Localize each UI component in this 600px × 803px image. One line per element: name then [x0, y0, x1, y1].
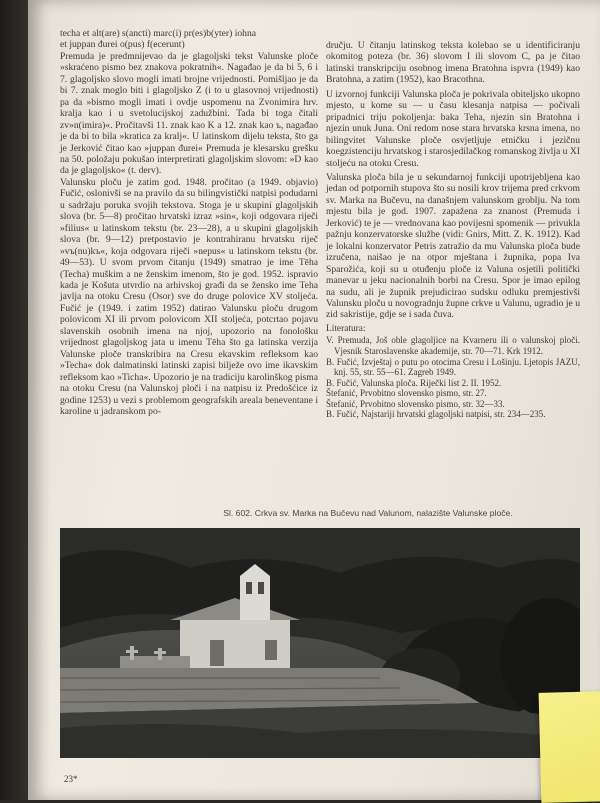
- right-text-column: [326, 40, 580, 420]
- figure-caption: Sl. 602. Crkva sv. Marka na Bučevu nad Valunom, nalazište Valunske ploče.: [223, 508, 513, 518]
- church-photo-illustration: [60, 528, 580, 758]
- left-text-column: [60, 28, 318, 417]
- book-page: [28, 0, 600, 800]
- paragraph-original-function: U izvornoj funkciji Valunska ploča je pokrivala obiteljsko ukopno mjesto, u kome su — u času klesanja natpisa — počivali pripadnici triju pokoljenja: baka Teha, njezin sin Bratohna i njezin unuk Juna. Oni redom nose stara hrvatska krsna imena, no bilingvitet Valunske ploče osvjetljuje etničku i jezičnu koegzistenciju hrvatskog i starosjedilačkog romanskog življa u XI stoljeću na otoku Cresu.: [326, 88, 580, 169]
- sticky-note: [539, 691, 600, 803]
- literature-item: Štefanić, Prvobitno slovensko pismo, str. 27.: [326, 388, 487, 399]
- literature-item: B. Fučić, Izvještaj o putu po otocima Cresu i Lošinju. Ljetopis JAZU, knj. 55, str. 55—61. Zagreb 1949.: [326, 356, 580, 378]
- inscription-line-2: et juppan đurei o(pus) f(ecerunt): [60, 39, 185, 51]
- paragraph-continuation: dručju. U čitanju latinskog teksta kolebao se u identificiranju okomitog poteza (br. 36) slovom I ili slovom C, pa je čitao latinski transkripciju osobnog imena Bratohna ispvra (1949) kao Bratohna, a zatim (1952), kao Bracothna.: [326, 40, 580, 86]
- page-number-left: 23*: [64, 774, 78, 784]
- literature-item: V. Premuda, Još oble glagoljice na Kvarneru ili o valunskoj ploči. Vjesnik Staroslavenske akademije, str. 70—71. Krk 1912.: [326, 335, 580, 356]
- inscription-line-1: techa et alt(are) s(ancti) marc(i) pr(es)b(yter) iohna: [60, 28, 257, 39]
- literature-item: Štefanić, Prvobitno slovensko pismo, str. 32—33.: [326, 398, 505, 409]
- literature-list: [326, 335, 580, 420]
- paragraph-secondary-function: Valunska ploča bila je u sekundarnoj funkciji upotrijebljena kao jedan od potpornih stupova što su nosili krov trijema pred crkvom sv. Marka na Bučevu, na današnjem valunskom groblju. Na tom mjestu bila je god. 1907. zapažena za znanost (Premuda i Jerković) te je — vrednovana kao povijesni spomenik — privukla pažnju konzervatorske službe (vidi: Gnirs, Mitt. Z. K. 1912). Kad je lokalni konzervator Petris zatražio da mu Valunska ploča bude izručena, naišao je na otpor mještana i župnika, popa Iva Sparožića, koji su u otuđenju ploče iz Valuna osjetili politički manevar u jeku nacionalnih borbi na Cresu. Spor je imao epilog na sudu, ali je župnik prejudicirao sudsku odluku premjestivši Valunsku ploču u novogradnju župne crkve u Valunu, ugradio je u zid sakristije, gdje se i sada čuva.: [326, 171, 580, 321]
- literature-item: B. Fučić, Valunska ploča. Riječki list 2. II. 1952.: [326, 377, 502, 388]
- desk-background: [0, 0, 30, 800]
- paragraph-fucic: Valunsku ploču je zatim god. 1948. pročitao (a 1949. objavio) Fučić, oslonivši se na pravilo da su bilingvistički natpisi podudarni u sadržaju poruka svojih tekstova. Stoga je u skupini glagoljskih slova (br. 5—8) pročitao hrvatski izraz »sin«, koji odgovara riječi »filius« u latinskom tekstu (br. 23—28), a u skupini glagoljskih slova (br. 9—12) pretpostavio je kontrahiranu hrvatsku riječ »vъ(nu)kъ«, koja odgovara riječi »nepus« u latinskom tekstu (br. 49—53). U svom prvom čitanju (1949) smatrao je ime Tēha (Techa) muškim a ne ženskim imenom, što je god. 1952. ispravio kada je Košuta utvrdio na arhivskoj građi da se žensko ime Teha javlja na otoku Cresu (Osor) sve do druge polovice XV stoljeća. Fučić je (1949. i zatim 1952) datirao Valunsku ploču drugom polovicom XI ili prvom polovicom XII stoljeća, potcrtao pojavu slavenskih osobnih imena na njoj, upozorio na fonološku vrijednost glagoljskog jata u imenu Tēha što ga latinska verzija Valunske ploče transkribira na Cresu ekavskim refleksom kao »Techa« dok dalmatinski latinski zapisi bilježe ovo ime ikavskim refleksom kao »Ticha«. Upozorio je na tradiciju karolinškog pisma na otoku Cresu (na Valunskoj ploči i na natpisu iz Predošćice iz godine 1253) u vezi s problemom geografskih areala beneventane i karoline u jadranskom po-: [60, 176, 318, 417]
- literature-heading: Literatura:: [326, 323, 366, 334]
- paragraph-premuda: Premuda je predmnijevao da je glagoljski tekst Valunske ploče »skraćeno pismo bez znakova pokratnih«. Nagađao je da bi 5, 6 i 7. glagoljsko slovo mogli imati brojne vrijednosti. Pomišljao je da bi 7. znak moglo biti i glagoljsko Z (i to u glasovnoj vrijednosti) pa da »bismo mogli imati i ovdje uspomenu na Zvonimira hrv. kralja kao i u svetolucijskoj zadužbini. Tada bi toga čitali zv»n(imira)«. Pročitavši 11. znak kao K a 12. znak kao ъ, nagađao je da bi to bila »kratica za kralj«. U latinskom dijelu teksta, što ga je Jerković čitao kao »juppan đurei« Premuda je klesarsku grešku na 50. položaju pokušao interpretirati glagoljskim slovom: »D kao da je glagoljsko« (t. derv).: [60, 50, 318, 177]
- literature-item: B. Fučić, Najstariji hrvatski glagoljski natpisi, str. 234—235.: [326, 409, 546, 420]
- church-photograph: [60, 528, 580, 758]
